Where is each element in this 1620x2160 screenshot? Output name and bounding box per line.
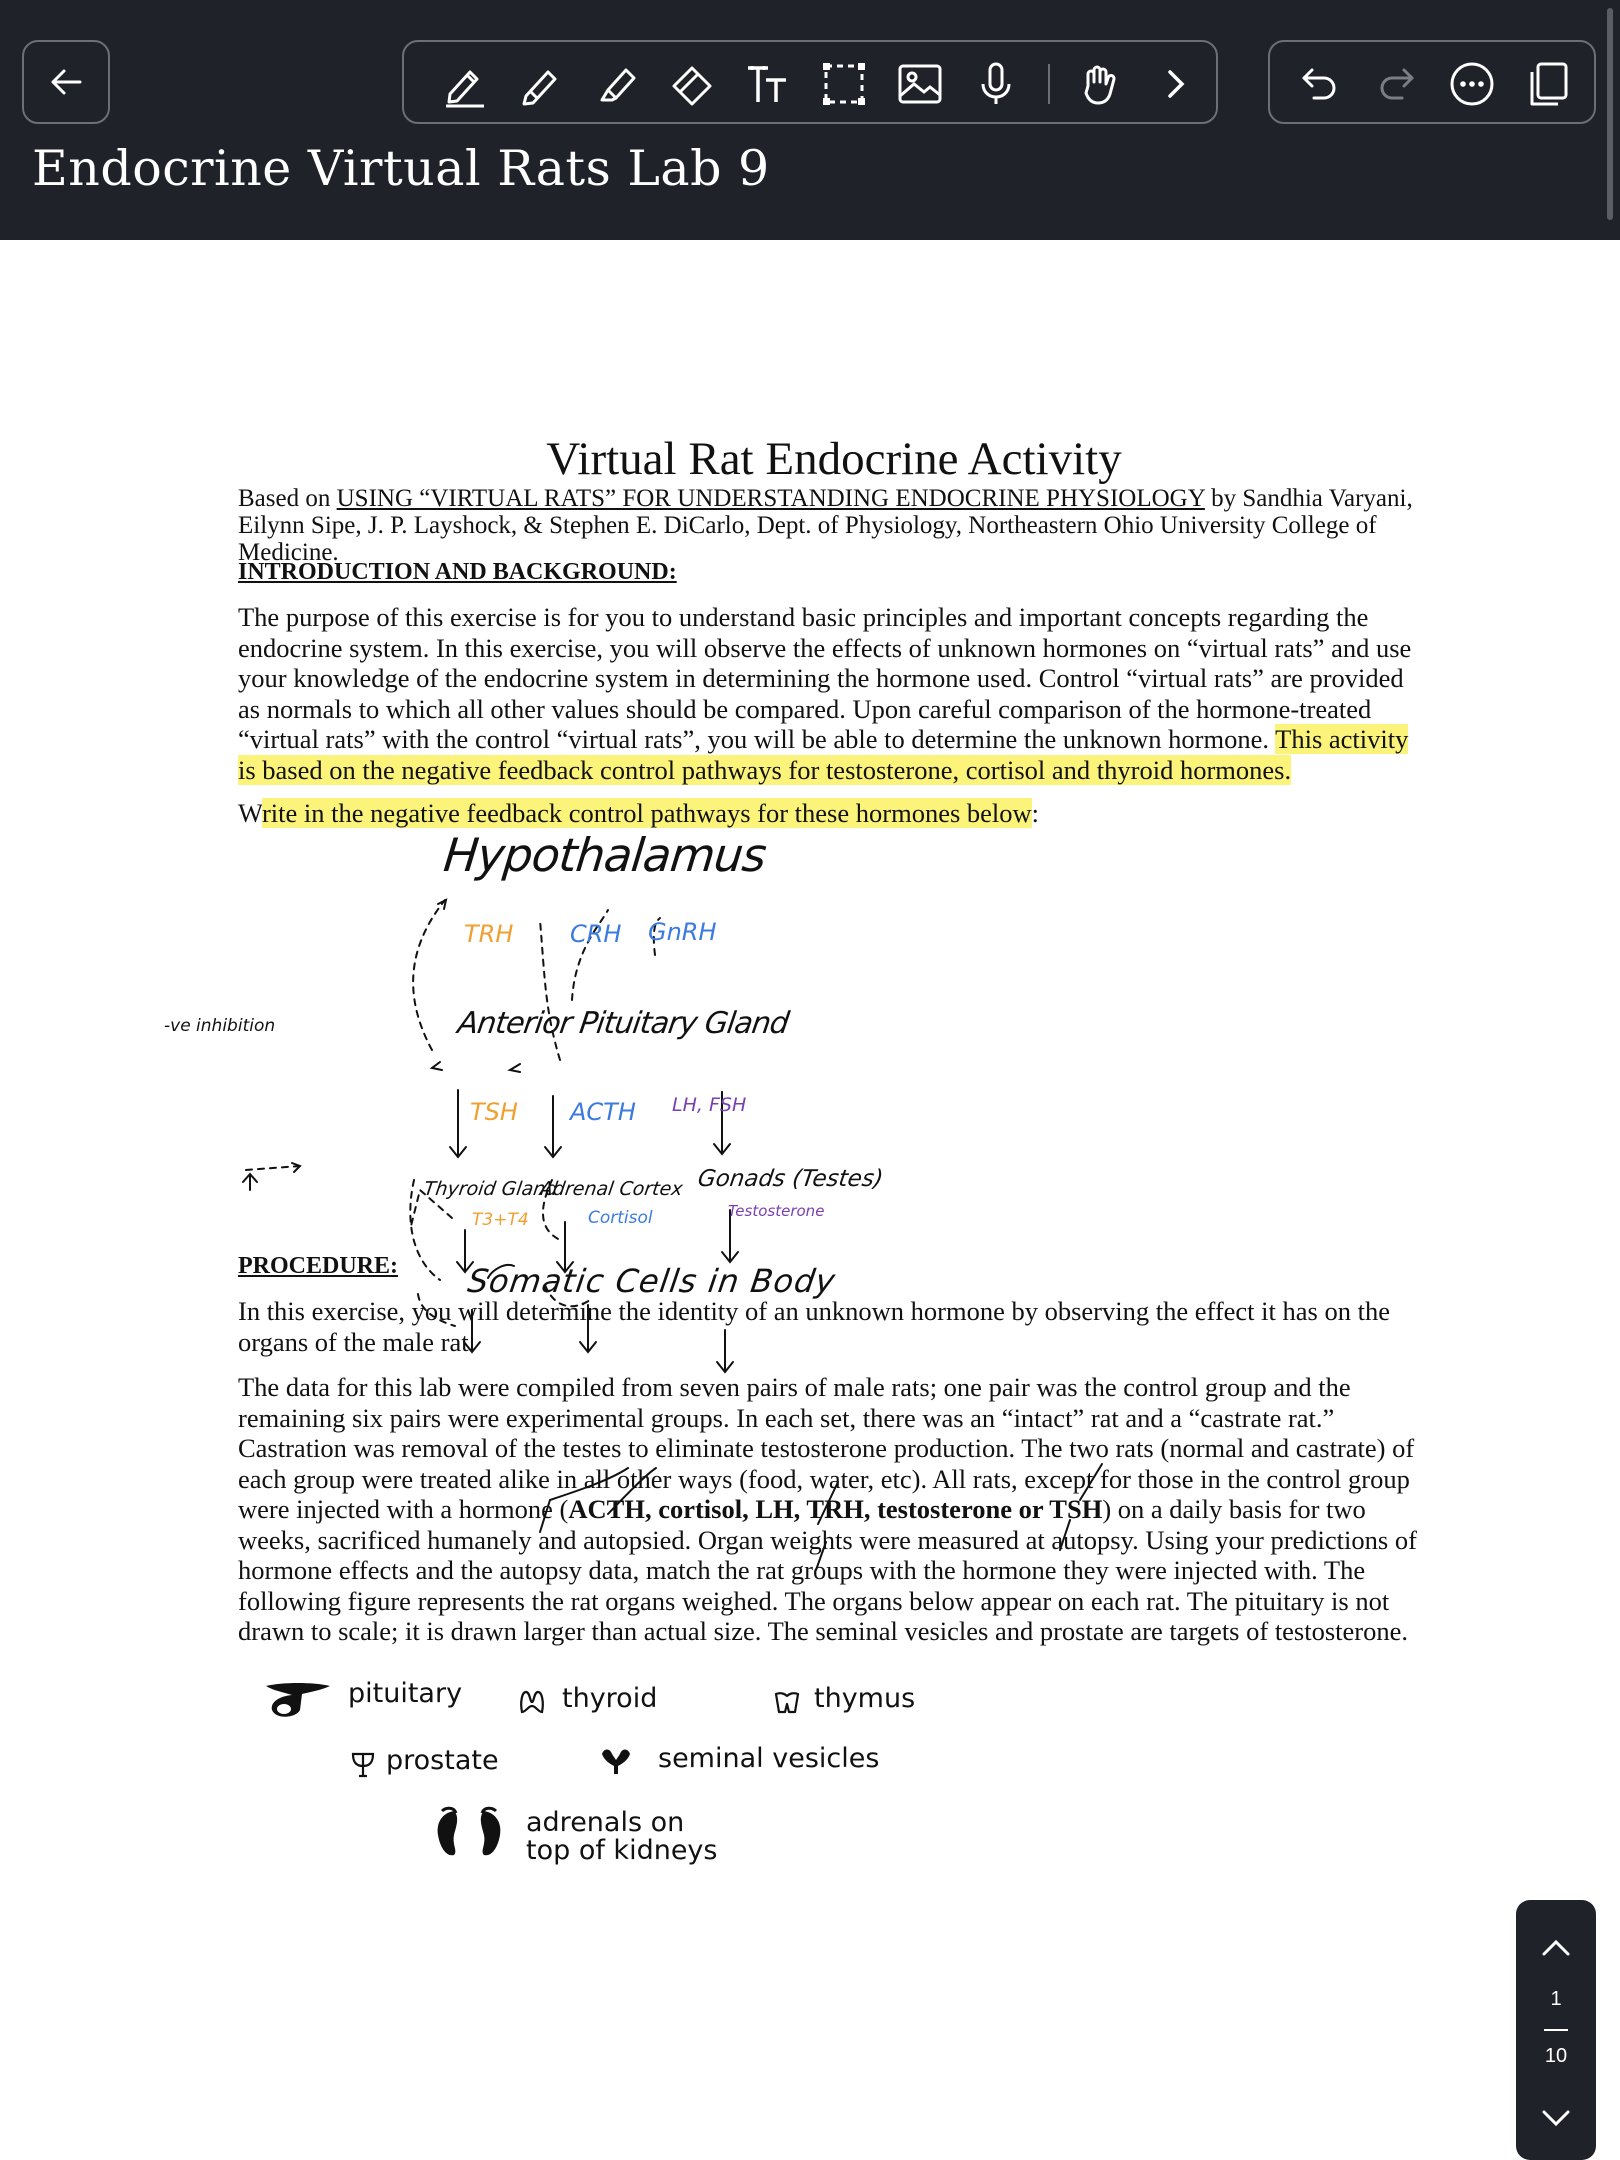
somatic-cells-label: Somatic Cells in Body — [465, 1262, 839, 1300]
thymus-icon — [773, 1690, 801, 1716]
pen-icon[interactable] — [434, 42, 494, 126]
document-heading: Virtual Rat Endocrine Activity — [546, 433, 1122, 485]
prostate-icon — [350, 1750, 376, 1778]
total-pages: 10 — [1544, 2045, 1568, 2067]
hand-icon[interactable] — [1070, 42, 1130, 126]
scrollbar[interactable] — [1607, 8, 1613, 220]
back-button[interactable] — [22, 40, 110, 124]
acth-label: ACTH — [570, 1098, 636, 1126]
gonads-label: Gonads (Testes) — [696, 1166, 885, 1192]
highlighted-text: rite in the negative feedback control pathways for these hormones below — [261, 798, 1032, 828]
inhibition-key-label: -ve inhibition — [164, 1016, 276, 1036]
arrow-left-icon — [46, 62, 86, 102]
chevron-up-icon[interactable] — [1538, 1936, 1574, 1960]
page-separator — [1544, 2029, 1568, 2031]
eraser-icon[interactable] — [662, 42, 722, 126]
thymus-label: thymus — [814, 1683, 916, 1714]
more-icon[interactable] — [1442, 42, 1502, 126]
t3-t4-label: T3+T4 — [472, 1210, 529, 1230]
intro-heading: INTRODUCTION AND BACKGROUND: — [238, 559, 677, 585]
top-app-bar — [0, 0, 1620, 240]
intro-line: as normals to which all other values should be compared. Upon careful comparison of the hormone-treated — [238, 693, 1372, 724]
drawing-toolbar — [402, 40, 1218, 124]
thyroid-icon — [518, 1688, 546, 1716]
undo-icon[interactable] — [1290, 42, 1350, 126]
credit-authors: by Sandhia Varyani, — [1211, 485, 1413, 512]
crh-label: CRH — [570, 920, 622, 948]
intro-line: endocrine system. In this exercise, you will observe the effects of unknown hormones on “virtual rats” and use — [238, 632, 1412, 663]
history-toolbar — [1268, 40, 1596, 124]
page-navigator — [1516, 1900, 1596, 2160]
source-title: USING “VIRTUAL RATS” FOR UNDERSTANDING ENDOCRINE PHYSIOLOGY — [336, 485, 1205, 512]
text-icon[interactable] — [738, 42, 798, 126]
procedure-paragraph-2: The data for this lab were compiled from seven pairs of male rats; one pair was the control group and the remaining six pairs were experimental groups. In each set, there was an “intact” rat and a “castrate rat.” Castration was removal of the testes to eliminate testosterone production. The two rats (normal and castrate) of each group were treated alike in all other ways (food, water, etc). All rats, except for those in the control group were injected with a hormone (ACTH, cortisol, LH, TRH, testosterone or TSH) on a daily basis for two weeks, sacrificed humanely and autopsied. Organ weights were measured at autopsy. Using your predictions of hormone effects and the autopsy data, match the rat groups with the hormone they were injected with. The following figure represents the rat organs weighed. The organs below appear on each rat. The pituitary is not drawn to scale; it is drawn larger than actual size. The seminal vesicles and prostate are targets of testosterone. — [238, 1372, 1417, 1646]
prostate-label: prostate — [386, 1745, 499, 1776]
lh-fsh-label: LH, FSH — [672, 1094, 747, 1116]
chevron-down-icon[interactable] — [1538, 2106, 1574, 2130]
trh-label: TRH — [464, 920, 514, 948]
gnrh-label: GnRH — [648, 918, 717, 946]
adrenal-cortex-label: Adrenal Cortex — [538, 1178, 685, 1200]
procedure-heading: PROCEDURE: — [238, 1253, 398, 1279]
thyroid-gland-label: Thyroid Gland — [422, 1178, 560, 1200]
hypothalamus-label: Hypothalamus — [441, 828, 769, 882]
redo-icon[interactable] — [1366, 42, 1426, 126]
cortisol-label: Cortisol — [588, 1208, 653, 1228]
document-page — [0, 240, 1620, 2160]
testosterone-label: Testosterone — [728, 1202, 825, 1220]
highlighted-text: This activity — [1275, 724, 1409, 754]
highlighted-text: is based on the negative feedback control pathways for testosterone, cortisol and thyroid hormones. — [238, 754, 1292, 785]
procedure-paragraph-1: In this exercise, you will determine the identity of an unknown hormone by observing the effect it has on the organs of the male rat. — [238, 1296, 1390, 1357]
seminal-vesicles-icon — [600, 1746, 632, 1776]
pencil-icon[interactable] — [510, 42, 570, 126]
intro-line: The purpose of this exercise is for you to understand basic principles and important concepts regarding the — [238, 602, 1369, 632]
image-icon[interactable] — [890, 42, 950, 126]
current-page: 1 — [1550, 1988, 1562, 2010]
handwritten-strikes — [0, 1460, 1620, 1660]
tsh-label: TSH — [470, 1098, 518, 1126]
intro-line: your knowledge of the endocrine system in determining the hormone used. Control “virtual rats” are provided — [238, 663, 1404, 693]
seminal-vesicles-label: seminal vesicles — [658, 1743, 880, 1774]
chevron-right-icon[interactable] — [1146, 42, 1206, 126]
hormone-list: ACTH, cortisol, LH, TRH, testosterone or TSH — [568, 1494, 1103, 1524]
credit-line — [238, 485, 1438, 566]
pages-icon[interactable] — [1518, 42, 1578, 126]
thyroid-label: thyroid — [562, 1683, 658, 1714]
credit-affiliation: Eilynn Sipe, J. P. Layshock, & Stephen E. DiCarlo, Dept. of Physiology, Northeastern Ohio University College of Medicine. — [238, 512, 1377, 566]
toolbar-divider — [1048, 64, 1050, 104]
intro-paragraph — [238, 602, 1438, 785]
intro-line: “virtual rats” with the control “virtual rats”, you will be able to determine the unknown hormone. This activity — [238, 724, 1409, 754]
highlighter-icon[interactable] — [586, 42, 646, 126]
adrenals-icon — [432, 1805, 506, 1861]
adrenals-label: adrenals on top of kidneys — [526, 1807, 718, 1866]
instruction-line: Write in the negative feedback control pathways for these hormones below: — [238, 798, 1040, 828]
pituitary-icon — [262, 1680, 334, 1722]
lasso-select-icon[interactable] — [814, 42, 874, 126]
microphone-icon[interactable] — [966, 42, 1026, 126]
anterior-pituitary-label: Anterior Pituitary Gland — [455, 1006, 791, 1041]
pituitary-label: pituitary — [348, 1678, 463, 1709]
document-title: Endocrine Virtual Rats Lab 9 — [32, 140, 770, 197]
credit-prefix: Based on — [238, 485, 331, 512]
